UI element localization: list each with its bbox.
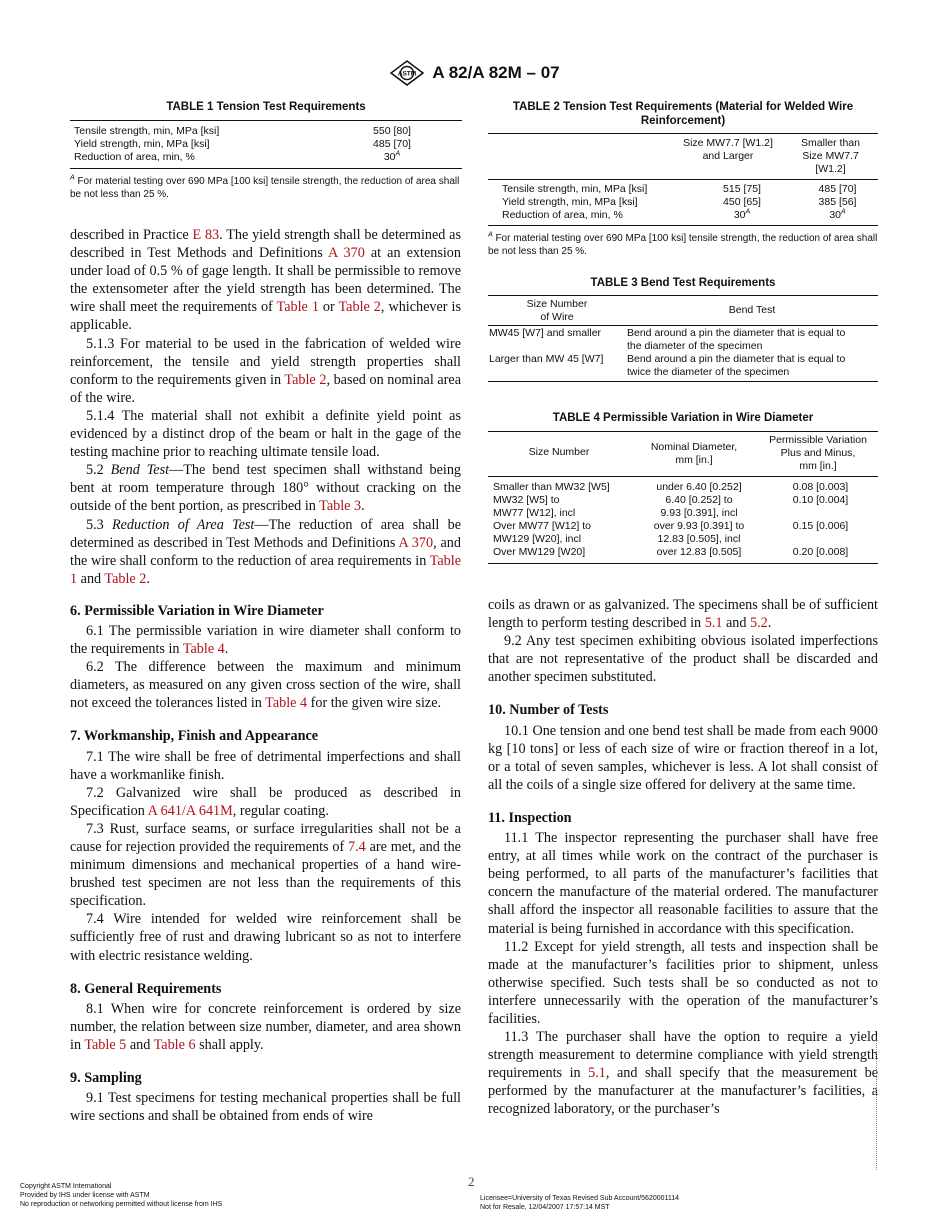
ref-table3-link[interactable]: Table 3 [319, 498, 362, 515]
section-11-heading: 11. Inspection [488, 809, 572, 826]
paragraph-5-2: 5.2 Bend Test—The bend test specimen shall withstand being bent at room temperature through 180° without cracking on the outside of the bent portion, as prescribed in Table 3. [70, 462, 462, 515]
table-row: Larger than MW 45 [W7] Bend around a pin the diameter that is equal to twice the diameter of the specimen [489, 353, 846, 378]
table-row: Reduction of area, min, % $30^A$ [74, 150, 401, 163]
paragraph-6-2: 6.2 The difference between the maximum and minimum diameters, as measured on any given cross section of the wire, shall not exceed the tolerances listed in Table 4 for the given wire size. [70, 659, 461, 712]
table-row: MW45 [W7] and smaller Bend around a pin the diameter that is equal to the diameter of the specimen [489, 327, 846, 352]
table-header-row: Size MW7.7 [W1.2] and Larger Smaller than Size MW7.7 [W1.2] [683, 137, 860, 175]
ref-table5-link[interactable]: Table 5 [84, 1036, 127, 1053]
section-8-heading: 8. General Requirements [70, 980, 222, 997]
table-row: MW129 [W20], incl 12.83 [0.505], incl [493, 533, 741, 545]
table-row: Tensile strength, min, MPa [ksi] 515 [75] 485 [70] [502, 183, 857, 195]
paragraph-11-2: 11.2 Except for yield strength, all tests and inspection shall be made at the manufacturer’s facilities prior to shipment, unless otherwise specified. Such tests shall be so conducted as not to interfere unnecessarily with the operation of the manufacturer’s facilities. [488, 938, 878, 1027]
paragraph-9-1: 9.1 Test specimens for testing mechanical properties shall be full wire sections and shall be obtained from ends of wire [70, 1090, 461, 1125]
ref-a370-link[interactable]: A 370 [398, 534, 434, 551]
section-10-heading: 10. Number of Tests [488, 702, 609, 719]
table-row: Smaller than MW32 [W5] under 6.40 [0.252] 0.08 [0.003] [493, 481, 849, 493]
table-row: Over MW129 [W20] over 12.83 [0.505] 0.20 [0.008] [493, 546, 849, 558]
table-header-row: Size Number of Wire Bend Test [526, 298, 776, 323]
ref-table6-link[interactable]: Table 6 [153, 1036, 196, 1053]
astm-logo-icon [390, 60, 424, 86]
table-row: Reduction of area, min, % $30^A$ $30^A$ [502, 208, 846, 221]
table-row: MW32 [W5] to 6.40 [0.252] to 0.10 [0.004] [493, 494, 849, 506]
paragraph-5-3: 5.3 Reduction of Area Test—The reduction of area shall be determined as described in Test Methods and Definitions A 370, and the wire shall conform to the reduction of area requirements in Table 1 and Table 2. [70, 516, 461, 587]
paragraph-9-1-cont: coils as drawn or as galvanized. The specimens shall be of sufficient length to perform testing described in 5.1 and 5.2. [488, 597, 878, 632]
section-9-heading: 9. Sampling [70, 1070, 142, 1087]
paragraph-5-1-2-cont: described in Practice E 83. The yield strength shall be determined as described in Test Methods and Definitions A 370 at an extension under load of 0.5 % of gage length. It shall be permissible to remove the extensometer after the yield strength has been determined. The wire shall meet the requirements of Table 1 or Table 2, whichever is applicable. [70, 227, 461, 334]
paragraph-5-1-3: 5.1.3 For material to be used in the fabrication of welded wire reinforcement, the tensile and yield strength properties shall conform to the requirements given in Table 2, based on nominal area of the wire. [70, 335, 462, 406]
ref-table4-link[interactable]: Table 4 [182, 641, 225, 658]
table-2-caption: TABLE 2 Tension Test Requirements (Material for Welded Wire Reinforcement) [512, 101, 854, 127]
ref-table1-link[interactable]: Table 1 [70, 552, 461, 587]
footer-copyright: Copyright ASTM International Provided by IHS under license with ASTM No reproduction or networking permitted without license from IHS [20, 1183, 223, 1208]
ref-e83-link[interactable]: E 83 [192, 227, 220, 243]
table-row: Tensile strength, min, MPa [ksi] 550 [80] [74, 125, 411, 137]
page-header [0, 60, 950, 86]
paragraph-5-1-4: 5.1.4 The material shall not exhibit a definite yield point as evidenced by a distinct drop of the beam or halt in the gage of the testing machine prior to reaching ultimate tensile load. [70, 407, 461, 461]
svg-text:ASTM: ASTM [398, 70, 417, 78]
table-header-row: Size Number Nominal Diameter, mm [in.] Permissible Variation Plus and Minus, mm [in.] [528, 434, 867, 472]
paragraph-8-1: 8.1 When wire for concrete reinforcement is ordered by size number, the relation between size number, diameter, and area shown in Table 5 and Table 6 shall apply. [70, 1000, 461, 1053]
paragraph-10-1: 10.1 One tension and one bend test shall be made from each 9000 kg [10 tons] or less of each size of wire or fraction thereof in a lot, or a total of seven samples, whichever is less. A lot shall consist of all the coils of a single size offered for delivery at the same time. [488, 722, 878, 793]
table-2 [488, 100, 878, 258]
paragraph-7-1: 7.1 The wire shall be free of detrimental imperfections and shall have a workmanlike finish. [70, 748, 461, 783]
table-3 [488, 276, 878, 382]
table-4-caption: TABLE 4 Permissible Variation in Wire Diameter [552, 412, 814, 424]
table-2-footnote: $^A$ For material testing over 690 MPa [100 ksi] tensile strength, the reduction of area shall be not less than 25 %. [488, 231, 878, 257]
paragraph-7-2: 7.2 Galvanized wire shall be produced as described in Specification A 641/A 641M, regular coating. [70, 784, 461, 819]
paragraph-11-1: 11.1 The inspector representing the purchaser shall have free entry, at all times while work on the contract of the purchaser is being performed, to all parts of the manufacturer’s facilities that concern the manufacture of the material ordered. The manufacturer shall afford the inspector all reasonable facilities to assure that the material is being furnished in accordance with this specification. [488, 830, 878, 937]
ref-7-4-link[interactable]: 7.4 [348, 839, 366, 855]
ref-a641-link[interactable]: A 641/A 641M [147, 802, 233, 819]
table-1-caption: TABLE 1 Tension Test Requirements [166, 101, 366, 113]
paragraph-6-1: 6.1 The permissible variation in wire diameter shall conform to the requirements in Table 4. [70, 622, 461, 658]
paragraph-7-4: 7.4 Wire intended for welded wire reinforcement shall be sufficiently free of rust and drawing lubricant so as not to interfere with electric resistance welding. [70, 911, 461, 964]
ref-table2-link[interactable]: Table 2 [338, 299, 381, 316]
page-number: 2 [468, 1174, 475, 1189]
ref-table1-link[interactable]: Table 1 [276, 299, 319, 316]
table-row: Yield strength, min, MPa [ksi] 485 [70] [74, 138, 411, 150]
paragraph-9-2: 9.2 Any test specimen exhibiting obvious isolated imperfections that are not representative of the product shall be discarded and another specimen substituted. [488, 633, 878, 686]
right-column-text [488, 596, 878, 1119]
footer-license: Licensee=University of Texas Revised Sub Account/5620001114 Not for Resale, 12/04/2007 17:57:14 MST [480, 1195, 680, 1211]
paragraph-11-3: 11.3 The purchaser shall have the option to require a yield strength measurement to determine compliance with yield strength requirements in 5.1, and shall specify that the measurement be performed by the manufacturer at the manufacturer’s facilities, a recognized laboratory, or the purchaser’s [488, 1029, 878, 1118]
paragraph-7-3: 7.3 Rust, surface seams, or surface irregularities shall not be a cause for rejection provided the requirements of 7.4 are met, and the minimum dimensions and mechanical properties of a hand wire-brushed test specimen are not less than the requirements of this specification. [70, 820, 461, 910]
ref-table4-link[interactable]: Table 4 [265, 695, 308, 712]
table-row: Yield strength, min, MPa [ksi] 450 [65] 385 [56] [502, 196, 857, 208]
document-designation: A 82/A 82M – 07 [432, 63, 560, 82]
section-7-heading: 7. Workmanship, Finish and Appearance [70, 728, 319, 745]
ref-table2-link[interactable]: Table 2 [284, 371, 327, 388]
table-row: Over MW77 [W12] to over 9.93 [0.391] to 0.15 [0.006] [493, 520, 849, 532]
ref-table2-link[interactable]: Table 2 [104, 570, 147, 587]
table-1 [70, 100, 462, 201]
ref-a370-link[interactable]: A 370 [328, 245, 365, 262]
table-3-caption: TABLE 3 Bend Test Requirements [590, 277, 776, 289]
table-1-footnote: $^A$ For material testing over 690 MPa [100 ksi] tensile strength, the reduction of area shall be not less than 25 %. [70, 174, 460, 200]
ref-5-2-link[interactable]: 5.2 [750, 615, 768, 632]
table-row: MW77 [W12], incl 9.93 [0.391], incl [493, 507, 738, 519]
section-6-heading: 6. Permissible Variation in Wire Diameter [70, 602, 324, 619]
ref-5-1-link[interactable]: 5.1 [704, 615, 723, 632]
margin-dotted-line [876, 1040, 879, 1170]
ref-5-1-link[interactable]: 5.1 [588, 1065, 606, 1082]
table-4 [488, 411, 878, 564]
left-column-text [70, 226, 461, 1125]
